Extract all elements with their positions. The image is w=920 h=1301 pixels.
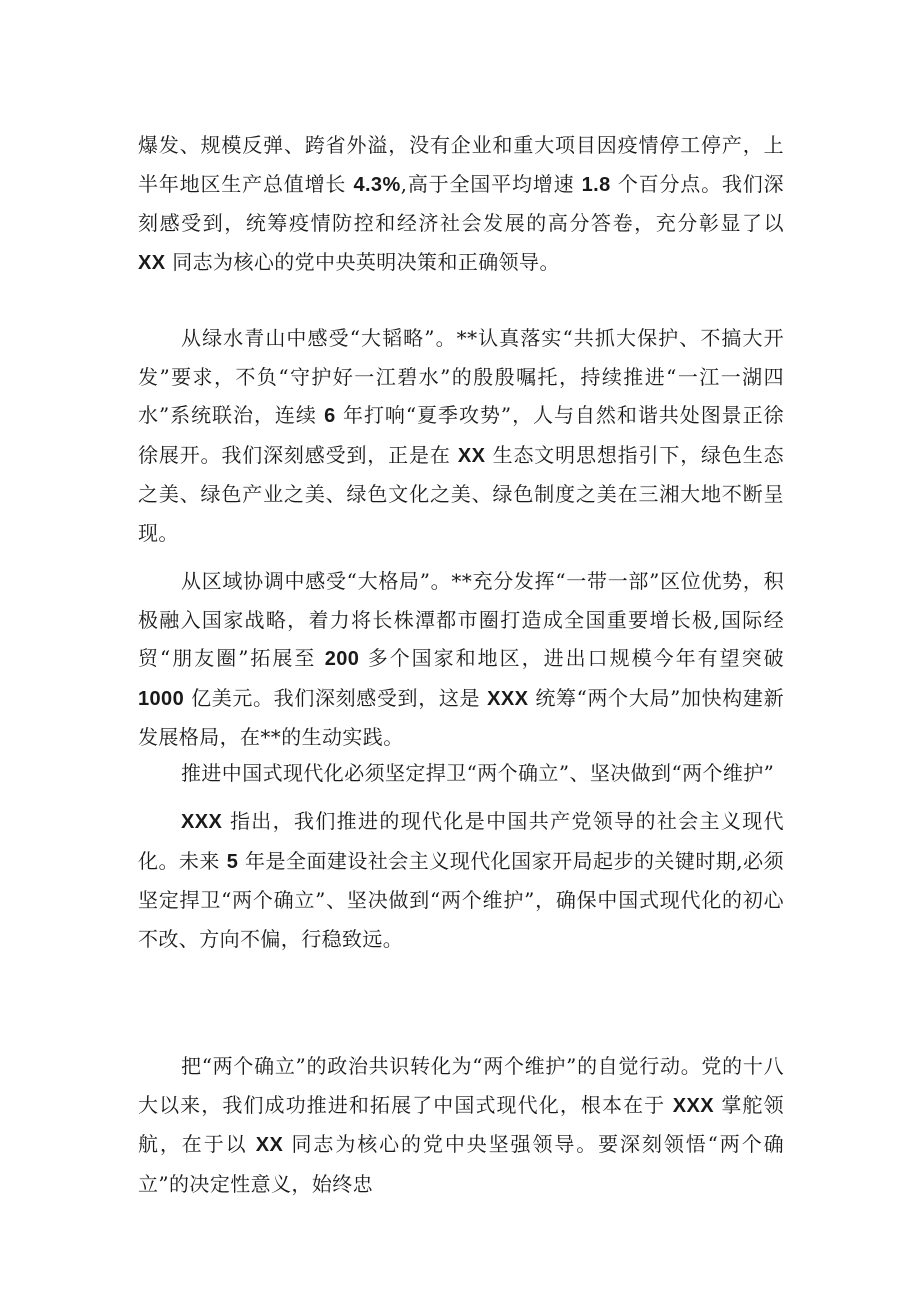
paragraph-modernization [138,802,784,958]
text-run: 推进中国式现代化必须坚定捍卫“两个确立”、坚决做到“两个维护” [181,761,775,785]
emphasized-text: 1.8 [581,173,611,196]
text-run: 指出，我们推进的现代化是中国共产党领导的社会主义现代化。未来 [138,809,784,873]
text-run: 个百分点。我们深刻感受到，统筹疫情防控和经济社会发展的高分答卷，充分彰显了以 [138,171,785,235]
emphasized-text: XX [255,1134,284,1156]
emphasized-text: XXX [181,811,223,833]
paragraph-political-consensus [138,1047,784,1203]
emphasized-text: 1000 [138,687,185,710]
paragraph-green-strategy [138,319,784,552]
text-run: 同志为核心的党中央坚强领导。要深刻领悟“两个确立”的决定性意义，始终忠 [138,1132,784,1196]
text-run: 同志为核心的党中央英明决策和正确领导。 [165,249,560,274]
paragraph-regional-coordination [138,562,784,757]
text-run: 统筹“两个大局”加快构建新发展格局，在**的生动实践。 [138,685,784,749]
text-run: 从绿水青山中感受“大韬略”。**认真落实“共抓大保护、不搞大开发”要求，不负“守护好一江碧水”的殷殷嘱托，持续推进“一江一湖四水”系统联治，连续 [138,326,784,427]
text-run: 年打响“夏季攻势”，人与自然和谐共处图景正徐徐展开。我们深刻感受到，正是在 [138,403,784,467]
paragraph-gdp-growth [138,126,784,282]
text-run: 爆发、规模反弹、跨省外溢，没有企业和重大项目因疫情停工停产，上半年地区生产总值增长 [138,133,784,196]
text-run: 从区域协调中感受“大格局”。**充分发挥“一带一部”区位优势，积极融入国家战略，着力将长株潭都市圈打造成全国重要增长极,国际经贸“朋友圈”拓展至 [138,569,784,670]
text-run: 生态文明思想指引下，绿色生态之美、绿色产业之美、绿色文化之美、绿色制度之美在三湘大地不断呈现。 [138,442,784,545]
emphasized-text: 6 [324,405,336,427]
text-run: 把“两个确立”的政治共识转化为“两个维护”的自觉行动。党的十八大以来，我们成功推进和拓展了中国式现代化，根本在于 [138,1054,784,1117]
text-run: 掌舵领航，在于以 [138,1092,784,1156]
text-run: ,高于全国平均增速 [400,171,582,196]
text-run: 亿美元。我们深刻感受到，这是 [184,685,488,710]
emphasized-text: XX [138,251,166,274]
section-heading-two-establishments [138,754,784,793]
emphasized-text: XXX [487,687,529,710]
text-run: 多个国家和地区，进出口规模今年有望突破 [359,646,785,670]
emphasized-text: XXX [672,1094,714,1117]
text-run: 年是全面建设社会主义现代化国家开局起步的关键时期,必须坚定捍卫“两个确立”、坚决做到“两个维护”，确保中国式现代化的初心不改、方向不偏，行稳致远。 [138,848,784,951]
emphasized-text: 200 [324,648,360,670]
emphasized-text: 5 [226,850,239,873]
emphasized-text: 4.3% [353,173,401,196]
emphasized-text: XX [457,444,486,467]
